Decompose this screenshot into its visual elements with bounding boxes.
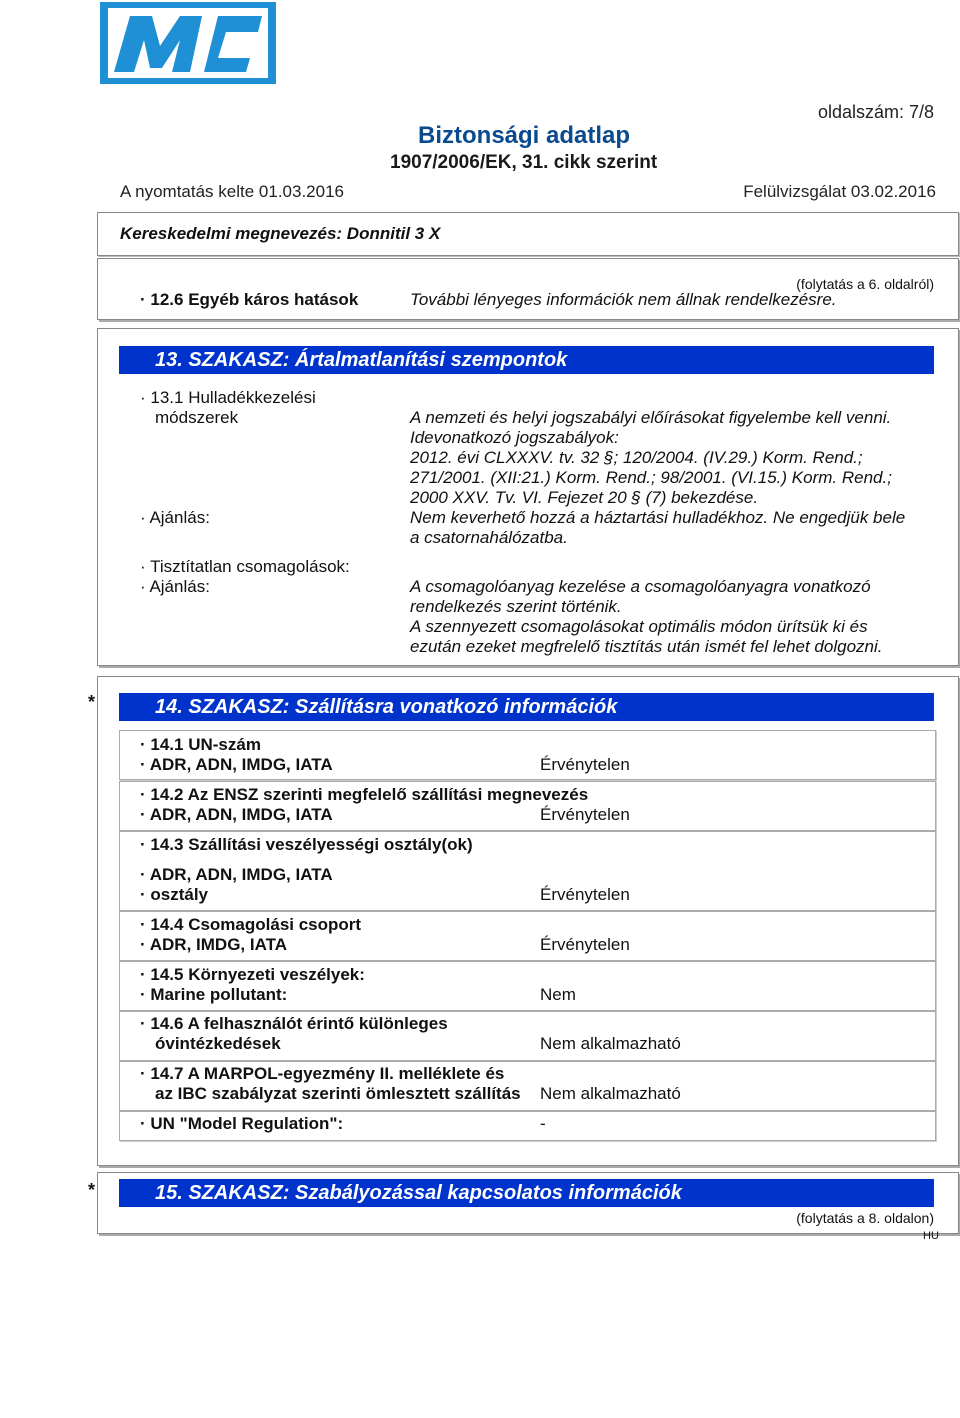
packaging-line-1: A csomagolóanyag kezelése a csomagolóanyagra vonatkozó [410, 577, 871, 596]
document-title: Biztonsági adatlap [418, 122, 631, 149]
model-regulation-value: - [540, 1114, 546, 1133]
section-14-title: 14. SZAKASZ: Szállításra vonatkozó információk [155, 696, 618, 718]
packing-group-label: · 14.4 Csomagolási csoport [140, 915, 362, 934]
section-12-6-value: További lényeges információk nem állnak rendelkezésre. [410, 290, 837, 309]
packaging-line-3: A szennyezett csomagolásokat optimális módon ürítsük ki és [410, 617, 868, 636]
waste-methods-text: A nemzeti és helyi jogszabályi előírásokat figyelembe kell venni. [410, 408, 892, 427]
un-number-value: Érvénytelen [540, 755, 630, 774]
law-line-1: 2012. évi CLXXXV. tv. 32 §; 120/2004. (IV.29.) Korm. Rend.; [410, 448, 863, 467]
recommendation-label: · Ajánlás: [140, 508, 210, 527]
shipping-name-label: · 14.2 Az ENSZ szerinti megfelelő szállítási megnevezés [140, 785, 589, 804]
packaging-line-4: ezután ezeket megfrelelő tisztítás után ismét fel lehet dolgozni. [410, 637, 883, 656]
section-12-6-label: · 12.6 Egyéb káros hatások [140, 290, 359, 309]
un-number-label: · 14.1 UN-szám [140, 735, 261, 754]
model-regulation-label: · UN "Model Regulation": [140, 1114, 344, 1133]
hazard-class-sub: · osztály [140, 885, 209, 904]
document-subtitle: 1907/2006/EK, 31. cikk szerint [390, 152, 658, 173]
section-15-change-marker: * [88, 1180, 96, 1200]
continued-on: (folytatás a 8. oldalon) [796, 1210, 934, 1226]
hazard-class-value: Érvénytelen [540, 885, 630, 904]
marpol-label-2: az IBC szabályzat szerinti ömlesztett szállítás [155, 1084, 521, 1103]
revision-date: Felülvizsgálat 03.02.2016 [743, 182, 936, 201]
law-line-2: 271/2001. (XII:21.) Korm. Rend.; 98/2001. (VI.15.) Korm. Rend.; [410, 468, 892, 487]
marpol-value: Nem alkalmazható [540, 1084, 681, 1103]
waste-methods-label-2: módszerek [155, 408, 239, 427]
special-precautions-label-2: óvintézkedések [155, 1034, 281, 1053]
section-13-title: 13. SZAKASZ: Ártalmatlanítási szempontok [155, 349, 568, 371]
section-14-change-marker: * [88, 692, 96, 712]
un-number-modes: · ADR, ADN, IMDG, IATA [140, 755, 333, 774]
section-15-title: 15. SZAKASZ: Szabályozással kapcsolatos információk [155, 1182, 682, 1204]
relevant-legislation-label: Idevonatkozó jogszabályok: [410, 428, 619, 447]
law-line-3: 2000 XXV. Tv. VI. Fejezet 20 § (7) bekezdése. [410, 488, 759, 507]
language-code: HU [923, 1230, 939, 1242]
packaging-line-2: rendelkezés szerint történik. [410, 597, 622, 616]
packing-group-value: Érvénytelen [540, 935, 630, 954]
section-15-banner [119, 1179, 934, 1207]
special-precautions-value: Nem alkalmazható [540, 1034, 681, 1053]
env-hazards-label: · 14.5 Környezeti veszélyek: [140, 965, 365, 984]
shipping-name-modes: · ADR, ADN, IMDG, IATA [140, 805, 333, 824]
uncleaned-packaging-label: · Tisztítatlan csomagolások: [140, 557, 350, 576]
page-number: oldalszám: 7/8 [817, 102, 934, 122]
marpol-label: · 14.7 A MARPOL-egyezmény II. melléklete és [140, 1064, 505, 1083]
packing-group-modes: · ADR, IMDG, IATA [140, 935, 287, 954]
continued-from: (folytatás a 6. oldalról) [796, 276, 934, 292]
section-13-banner [119, 346, 934, 374]
trade-name: Kereskedelmi megnevezés: Donnitil 3 X [120, 224, 441, 243]
recommendation-2-label: · Ajánlás: [140, 577, 210, 596]
marine-pollutant-label: · Marine pollutant: [140, 985, 288, 1004]
waste-methods-label: · 13.1 Hulladékkezelési [140, 388, 316, 407]
hazard-class-modes: · ADR, ADN, IMDG, IATA [140, 865, 333, 884]
hazard-class-label: · 14.3 Szállítási veszélyességi osztály(ok) [140, 835, 473, 854]
marine-pollutant-value: Nem [540, 985, 576, 1004]
recommendation-line-2: a csatornahálózatba. [410, 528, 568, 547]
company-logo [100, 2, 276, 84]
print-date: A nyomtatás kelte 01.03.2016 [120, 182, 344, 201]
recommendation-line-1: Nem keverhető hozzá a háztartási hulladékhoz. Ne engedjük bele [410, 508, 906, 527]
shipping-name-value: Érvénytelen [540, 805, 630, 824]
special-precautions-label: · 14.6 A felhasználót érintő különleges [140, 1014, 448, 1033]
section-14-banner [119, 693, 934, 721]
